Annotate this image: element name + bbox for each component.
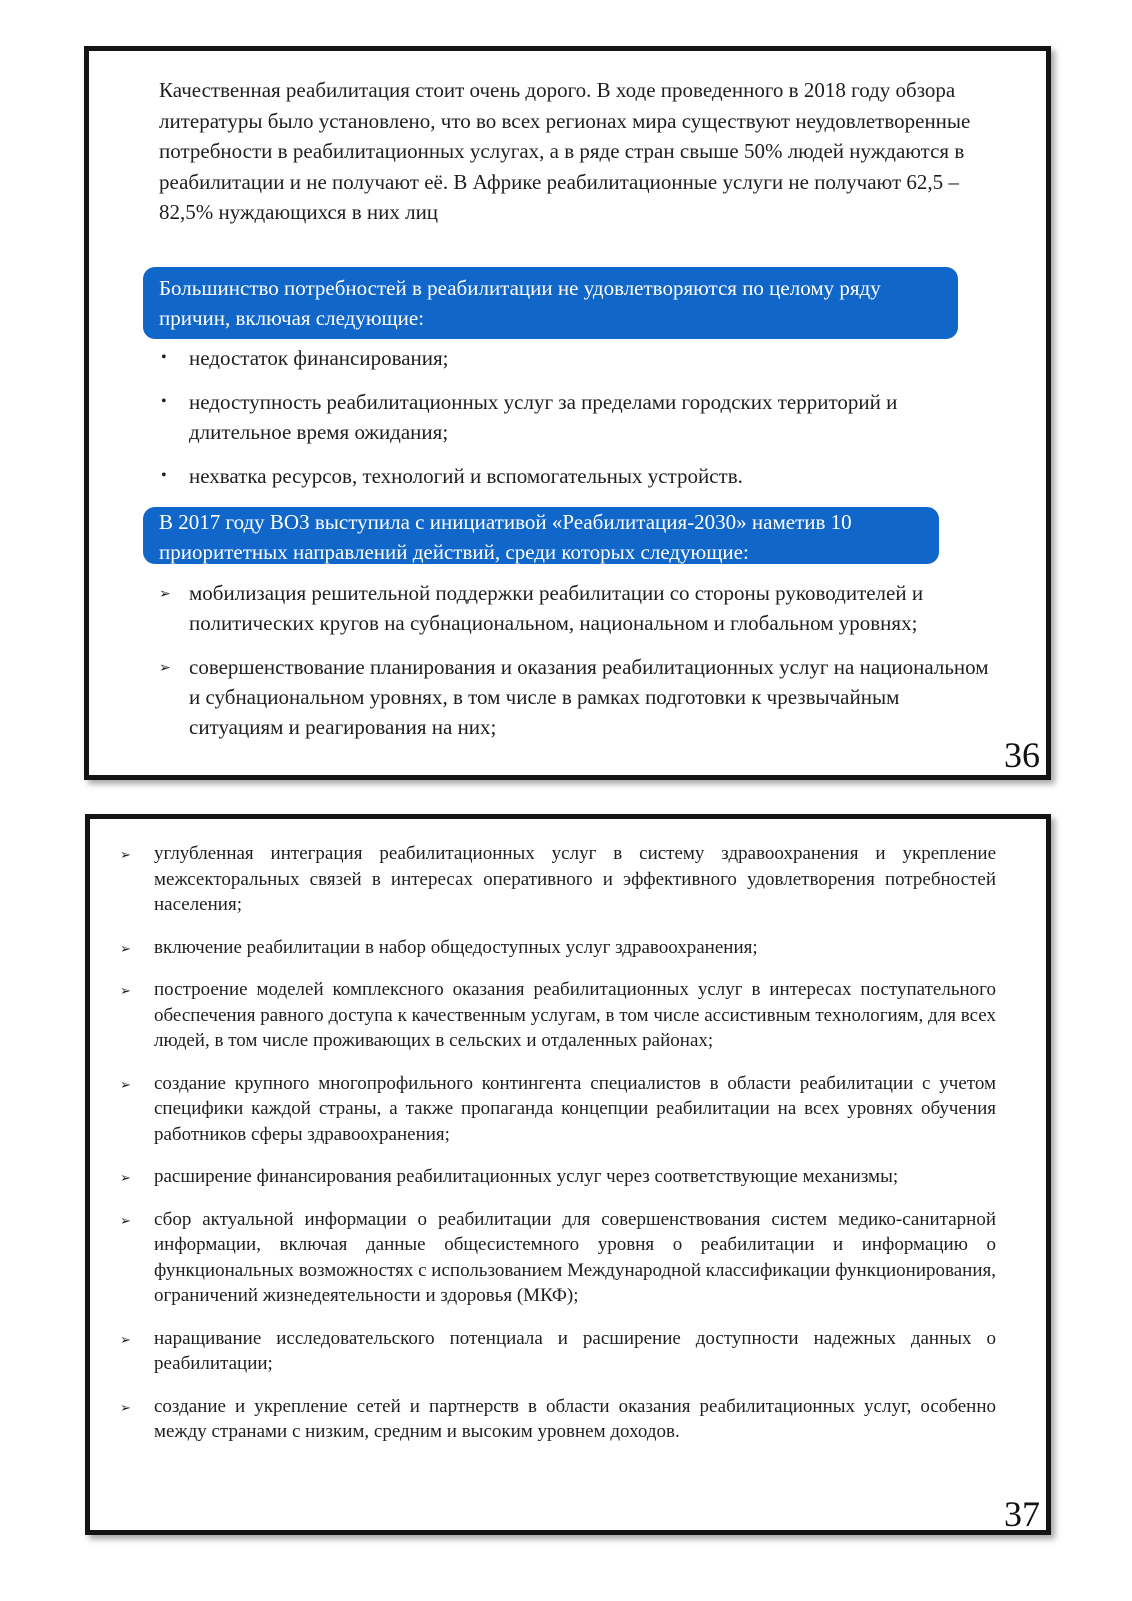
list-item: [120, 935, 996, 961]
list-item-text: недостаток финансирования;: [189, 346, 449, 370]
reasons-list: [159, 343, 999, 505]
list-item: [159, 387, 999, 447]
arrow-bullet-icon: ➢: [120, 940, 131, 956]
list-item-text: мобилизация решительной поддержки реабилитации со стороны руководителей и политических кругов на субнациональном, национальном и глобальном уровнях;: [189, 581, 924, 635]
highlight-box-reasons: Большинство потребностей в реабилитации не удовлетворяются по целому ряду причин, включая следующие:: [143, 267, 958, 339]
priorities-list: [120, 841, 996, 1462]
arrow-bullet-icon: ➢: [120, 1170, 131, 1185]
list-item-text: включение реабилитации в набор общедоступных услуг здравоохранения;: [154, 936, 758, 958]
arrow-bullet-icon: ➢: [120, 1399, 131, 1415]
list-item-text: совершенствование планирования и оказания реабилитационных услуг на национальном и субнациональном уровнях, в том числе в рамках подготовки к чрезвычайным ситуациям и реагирования на них;: [189, 655, 989, 739]
intro-paragraph: Качественная реабилитация стоит очень дорого. В ходе проведенного в 2018 году обзора литературы было установлено, что во всех регионах мира существуют неудовлетворенные потребности в реабилитационных услугах, а в ряде стран свыше 50% людей нуждаются в реабилитации и не получают её. В Африке реабилитационные услуги не получают 62,5 – 82,5% нуждающихся в них лиц: [159, 78, 971, 224]
bullet-dot-icon: •: [161, 393, 167, 410]
list-item: [159, 652, 999, 742]
list-item-text: расширение финансирования реабилитационных услуг через соответствующие механизмы;: [154, 1166, 899, 1187]
list-item: [120, 841, 996, 918]
list-item-text: углубленная интеграция реабилитационных услуг в систему здравоохранения и укрепление межсекторальных связей в интересах оперативного и эффективного удовлетворения потребностей населения;: [154, 843, 996, 915]
highlight-box-initiative: В 2017 году ВОЗ выступила с инициативой «Реабилитация-2030» наметив 10 приоритетных направлений действий, среди которых следующие:: [143, 507, 939, 564]
list-item-text: нехватка ресурсов, технологий и вспомогательных устройств.: [189, 464, 743, 488]
list-item: [120, 1071, 996, 1148]
arrow-bullet-icon: ➢: [159, 661, 171, 676]
page-number: 36: [1004, 735, 1040, 775]
bullet-dot-icon: •: [161, 467, 167, 484]
list-item: [120, 1326, 996, 1377]
bullet-dot-icon: •: [161, 349, 167, 366]
list-item: [159, 343, 999, 373]
list-item-text: сбор актуальной информации о реабилитации для совершенствования систем медико-санитарной информации, включая данные общесистемного уровня о реабилитации и информацию о функциональных возможностях с использованием Международной классификации функционирования, ограничений жизнедеятельности и здоровья (МКФ);: [154, 1208, 996, 1306]
page-number: 37: [1004, 1494, 1040, 1534]
arrow-bullet-icon: ➢: [120, 1331, 131, 1347]
list-item: [120, 1394, 996, 1445]
arrow-bullet-icon: ➢: [120, 1212, 131, 1228]
arrow-bullet-icon: ➢: [120, 983, 131, 998]
initiative-list: [159, 578, 999, 756]
list-item: [120, 1207, 996, 1309]
list-item: [159, 578, 999, 638]
slide-37: [85, 814, 1051, 1535]
list-item-text: создание и укрепление сетей и партнерств в области оказания реабилитационных услуг, особенно между странами с низким, средним и высоким уровнем доходов.: [154, 1395, 996, 1442]
list-item: [120, 977, 996, 1054]
list-item-text: наращивание исследовательского потенциала и расширение доступности надежных данных о реабилитации;: [154, 1327, 996, 1374]
arrow-bullet-icon: ➢: [159, 587, 171, 602]
list-item-text: недоступность реабилитационных услуг за пределами городских территорий и длительное время ожидания;: [189, 390, 898, 444]
list-item-text: построение моделей комплексного оказания реабилитационных услуг в интересах поступательного обеспечения равного доступа к качественным услугам, в том числе ассистивным технологиям, для всех людей, в том числе проживающих в сельских и отдаленных районах;: [154, 979, 996, 1051]
list-item: [159, 461, 999, 491]
list-item-text: создание крупного многопрофильного контингента специалистов в области реабилитации с учетом специфики каждой страны, а также пропаганда концепции реабилитации на всех уровнях обучения работников сферы здравоохранения;: [154, 1072, 996, 1145]
arrow-bullet-icon: ➢: [120, 847, 131, 862]
list-item: [120, 1164, 996, 1190]
arrow-bullet-icon: ➢: [120, 1076, 131, 1092]
slide-36: [84, 46, 1051, 780]
